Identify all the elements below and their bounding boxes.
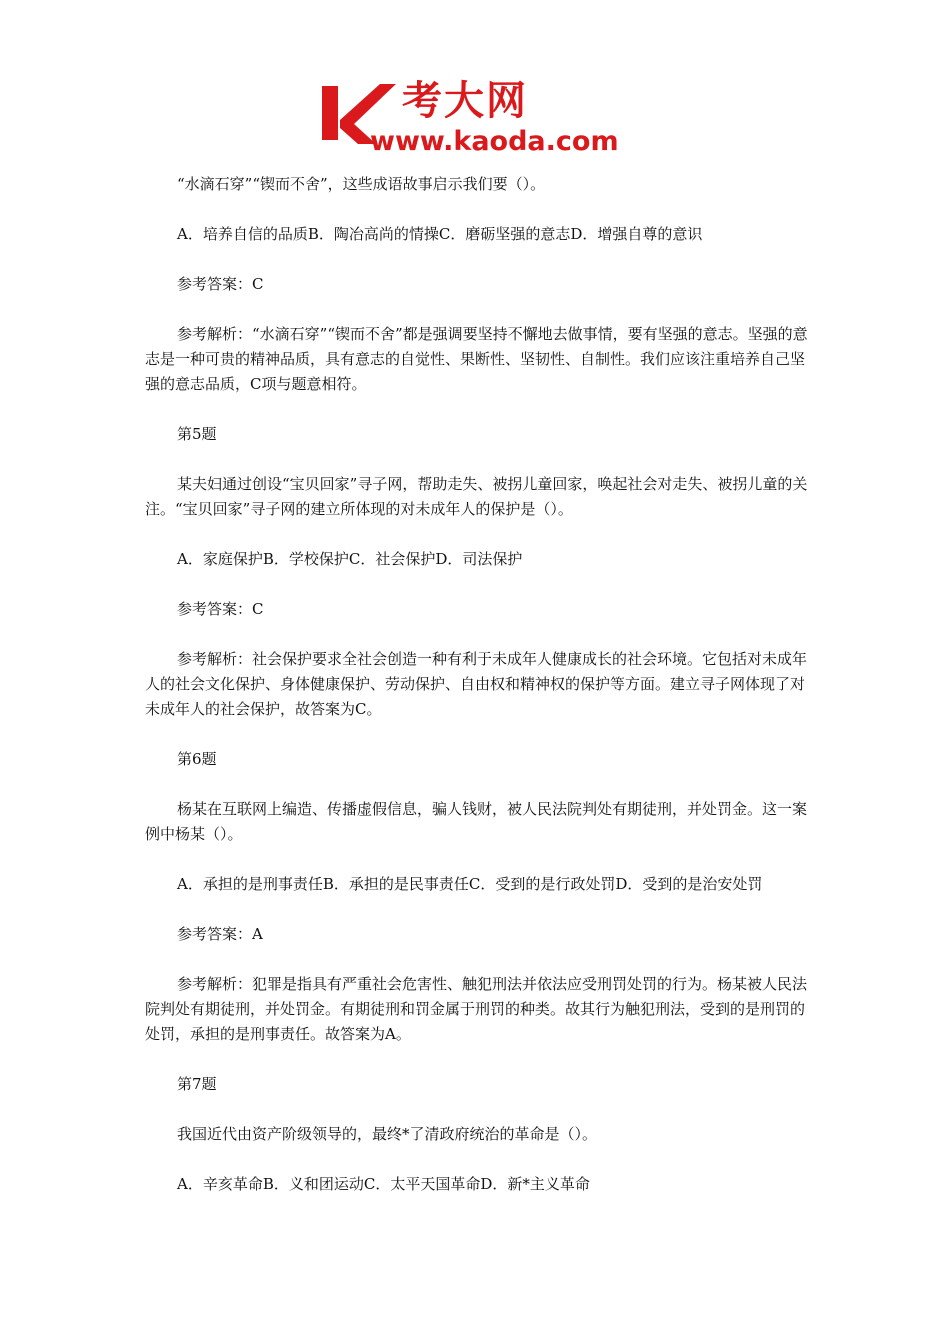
answer-options: A．家庭保护B．学校保护C．社会保护D．司法保护 (177, 550, 523, 568)
answer-options: A．承担的是刑事责任B．承担的是民事责任C．受到的是行政处罚D．受到的是治安处罚 (177, 875, 763, 893)
reference-answer: 参考答案：C (177, 275, 264, 293)
kaoda-logo (318, 78, 640, 164)
question-number: 第7题 (177, 1075, 217, 1093)
answer-options: A．培养自信的品质B．陶冶高尚的情操C．磨砺坚强的意志D．增强自尊的意识 (177, 225, 703, 243)
logo-brand-text: 考大网 (402, 78, 528, 124)
question-text: “水滴石穿”“锲而不舍”，这些成语故事启示我们要（）。 (177, 175, 546, 193)
reference-answer: 参考答案：C (177, 600, 264, 618)
reference-explanation: 参考解析：犯罪是指具有严重社会危害性、触犯刑法并依法应受刑罚处罚的行为。杨某被人民法院判处有期徒刑，并处罚金。有期徒刑和罚金属于刑罚的种类。故其行为触犯刑法，受到的是刑罚的处罚，承担的是刑事责任。故答案为A。 (145, 975, 808, 1043)
reference-explanation: 参考解析：社会保护要求全社会创造一种有利于未成年人健康成长的社会环境。它包括对未成年人的社会文化保护、身体健康保护、劳动保护、自由权和精神权的保护等方面。建立寻子网体现了对未成年人的社会保护，故答案为C。 (145, 650, 808, 718)
reference-explanation: 参考解析：“水滴石穿”“锲而不舍”都是强调要坚持不懈地去做事情，要有坚强的意志。坚强的意志是一种可贵的精神品质，具有意志的自觉性、果断性、坚韧性、自制性。我们应该注重培养自己坚强的意志品质，C项与题意相符。 (145, 325, 808, 393)
reference-answer: 参考答案：A (177, 925, 263, 943)
answer-options: A．辛亥革命B．义和团运动C．太平天国革命D．新*主义革命 (177, 1175, 590, 1193)
question-text: 杨某在互联网上编造、传播虚假信息，骗人钱财，被人民法院判处有期徒刑，并处罚金。这一案例中杨某（）。 (145, 800, 808, 843)
question-number: 第6题 (177, 750, 217, 768)
question-text: 某夫妇通过创设“宝贝回家”寻子网，帮助走失、被拐儿童回家，唤起社会对走失、被拐儿童的关注。“宝贝回家”寻子网的建立所体现的对未成年人的保护是（）。 (145, 475, 808, 518)
document-body (145, 172, 809, 1222)
logo-url-text: www.kaoda.com (370, 126, 619, 157)
question-number: 第5题 (177, 425, 217, 443)
question-text: 我国近代由资产阶级领导的，最终*了清政府统治的革命是（）。 (177, 1125, 598, 1143)
